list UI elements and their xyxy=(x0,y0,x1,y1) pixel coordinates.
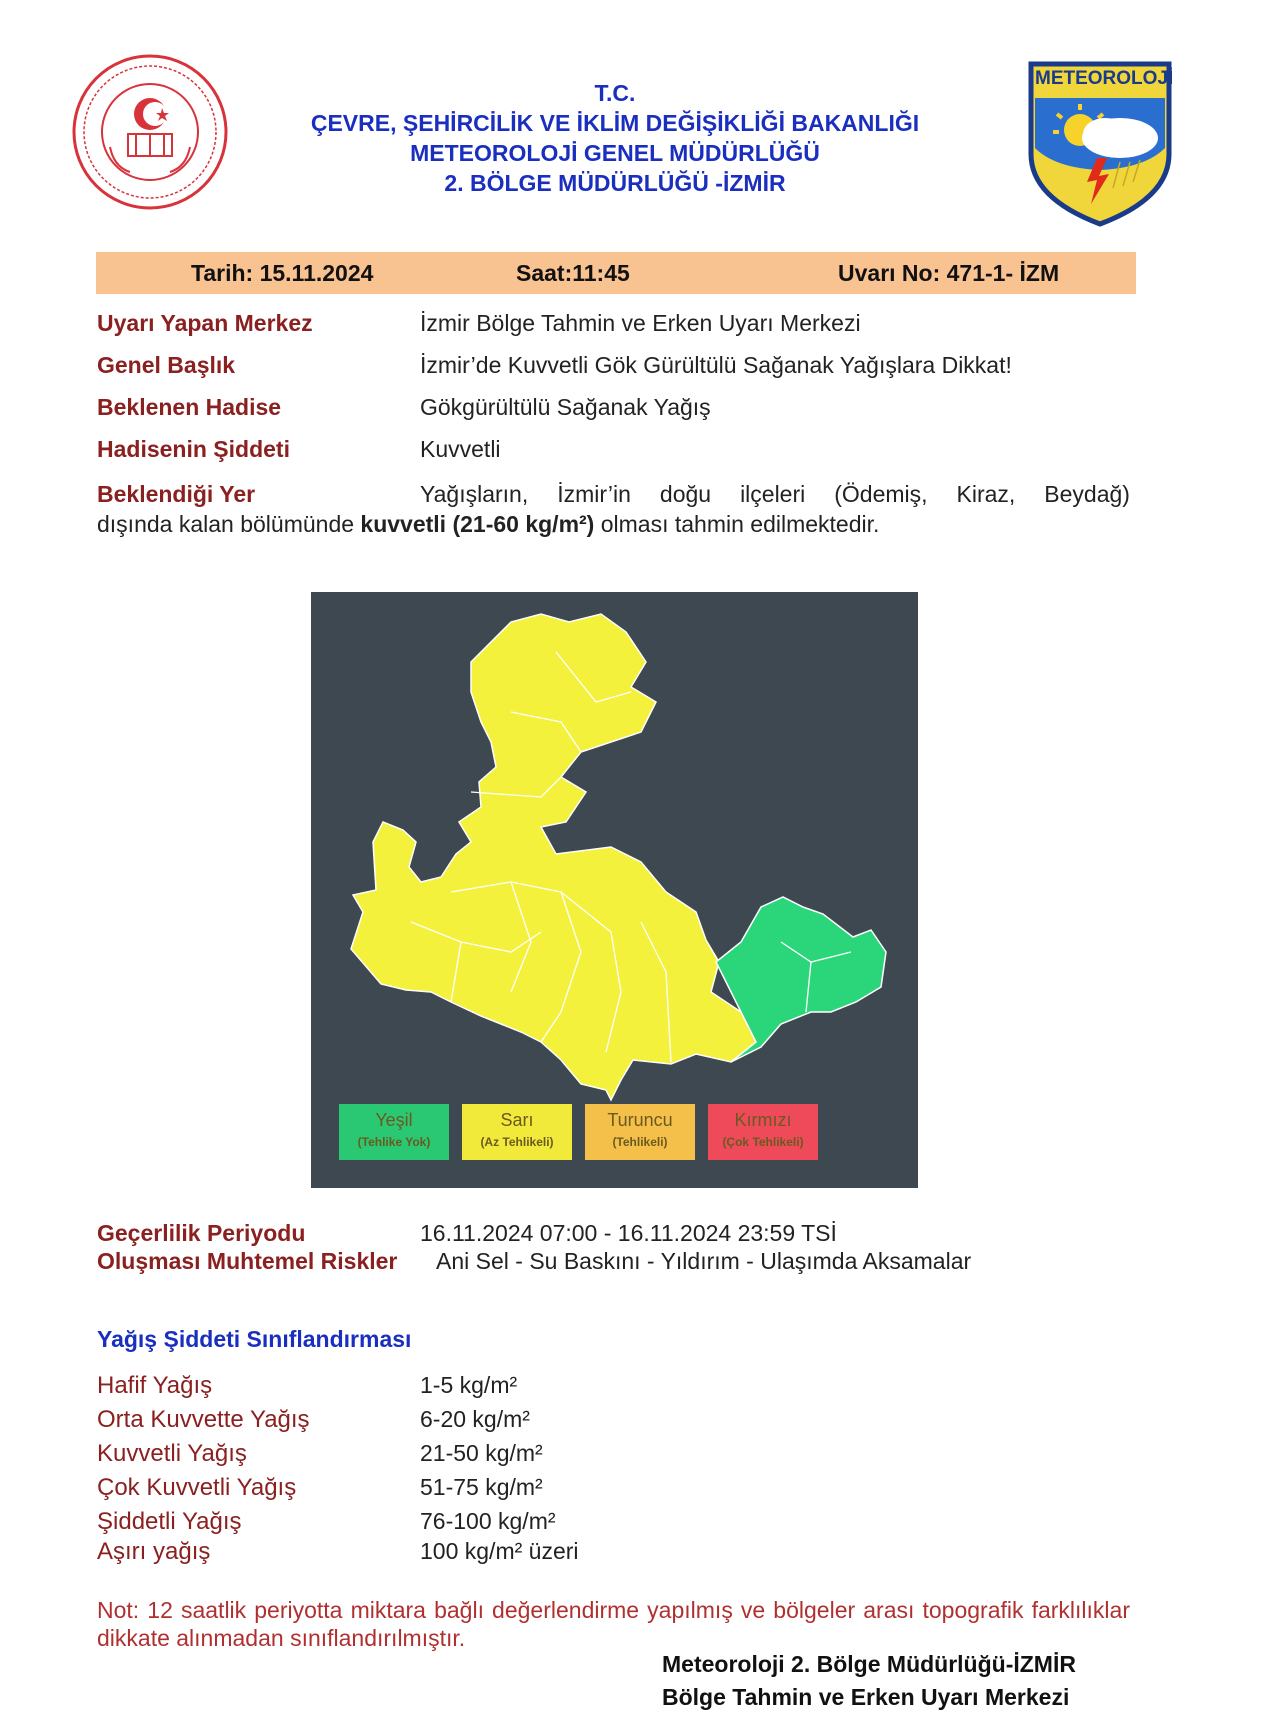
legend-sub: (Tehlikeli) xyxy=(612,1135,668,1149)
severity-value: Kuvvetli xyxy=(420,436,501,462)
izmir-map-svg xyxy=(311,592,918,1188)
class-value-moderate: 6-20 kg/m² xyxy=(420,1406,530,1432)
risks-value: Ani Sel - Su Baskını - Yıldırım - Ulaşımda Aksamalar xyxy=(436,1248,972,1274)
class-value-very-strong: 51-75 kg/m² xyxy=(420,1474,543,1500)
signature-block xyxy=(662,1648,1076,1714)
class-value-light: 1-5 kg/m² xyxy=(420,1372,518,1398)
risks-label: Oluşması Muhtemel Riskler xyxy=(97,1248,398,1274)
location-text-a: dışında kalan bölümünde xyxy=(97,511,361,537)
header-tc: T.C. xyxy=(594,80,636,106)
location-line2 xyxy=(97,509,1130,539)
center-value: İzmir Bölge Tahmin ve Erken Uyarı Merkezi xyxy=(420,310,861,336)
legend-name: Turuncu xyxy=(607,1110,673,1130)
logo-text: METEOROLOJİ xyxy=(1035,68,1174,89)
location-word: (Ödemiş, xyxy=(834,481,928,507)
document-header xyxy=(200,78,1030,198)
severity-label: Hadisenin Şiddeti xyxy=(97,436,290,462)
validity-label: Geçerlilik Periyodu xyxy=(97,1220,306,1246)
warning-date: Tarih: 15.11.2024 xyxy=(191,260,374,286)
location-paragraph xyxy=(97,479,1130,539)
location-word: Yağışların, xyxy=(420,481,529,507)
legend-item xyxy=(708,1104,818,1160)
legend-name: Sarı xyxy=(500,1110,534,1130)
location-word: doğu xyxy=(659,481,712,507)
title-label: Genel Başlık xyxy=(97,352,236,378)
location-text-bold: kuvvetli (21-60 kg/m²) xyxy=(360,511,595,537)
warning-map xyxy=(311,592,918,1188)
legend-item xyxy=(339,1104,449,1160)
class-name-severe: Şiddetli Yağış xyxy=(97,1508,242,1535)
signature-line1: Meteoroloji 2. Bölge Müdürlüğü-İZMİR xyxy=(662,1651,1076,1677)
class-name-moderate: Orta Kuvvette Yağış xyxy=(97,1406,310,1433)
legend-name: Yeşil xyxy=(375,1110,413,1130)
meteoroloji-logo xyxy=(1025,58,1175,228)
location-word: İzmir’in xyxy=(557,481,631,507)
class-value-severe: 76-100 kg/m² xyxy=(420,1508,556,1534)
classification-note: Not: 12 saatlik periyotta miktara bağlı değerlendirme yapılmış ve bölgeler arası topografik farklılıklar dikkate alınmadan sınıflandırılmıştır. xyxy=(97,1597,1130,1651)
location-label: Beklendiği Yer xyxy=(97,481,256,507)
warning-time: Saat:11:45 xyxy=(516,260,630,286)
class-name-light: Hafif Yağış xyxy=(97,1372,213,1399)
header-directorate: METEOROLOJİ GENEL MÜDÜRLÜĞÜ xyxy=(410,140,820,166)
location-line1-words xyxy=(420,479,1130,509)
legend-sub: (Az Tehlikeli) xyxy=(480,1135,554,1149)
header-regional: 2. BÖLGE MÜDÜRLÜĞÜ -İZMİR xyxy=(444,170,786,196)
legend-sub: (Çok Tehlikeli) xyxy=(722,1135,804,1149)
legend-sub: (Tehlike Yok) xyxy=(357,1135,431,1149)
class-value-extreme: 100 kg/m² üzeri xyxy=(420,1538,579,1564)
classification-title: Yağış Şiddeti Sınıflandırması xyxy=(97,1326,412,1352)
title-value: İzmir’de Kuvvetli Gök Gürültülü Sağanak Yağışlara Dikkat! xyxy=(420,352,1012,378)
location-text-b: olması tahmin edilmektedir. xyxy=(594,511,880,537)
class-name-extreme: Aşırı yağış xyxy=(97,1538,211,1565)
location-word: Beydağ) xyxy=(1044,481,1130,507)
validity-value: 16.11.2024 07:00 - 16.11.2024 23:59 TSİ xyxy=(420,1220,837,1246)
warning-info-bar xyxy=(96,252,1136,294)
legend-name: Kırmızı xyxy=(734,1110,792,1130)
event-value: Gökgürültülü Sağanak Yağış xyxy=(420,394,711,420)
header-ministry: ÇEVRE, ŞEHİRCİLİK VE İKLİM DEĞİŞİKLİĞİ BAKANLIĞI xyxy=(310,110,920,136)
warning-number: Uvarı No: 471-1- İZM xyxy=(838,260,1060,286)
class-name-strong: Kuvvetli Yağış xyxy=(97,1440,247,1467)
legend-item xyxy=(585,1104,695,1160)
location-word: ilçeleri xyxy=(740,481,806,507)
event-label: Beklenen Hadise xyxy=(97,394,282,420)
class-value-strong: 21-50 kg/m² xyxy=(420,1440,543,1466)
center-label: Uyarı Yapan Merkez xyxy=(97,310,313,336)
map-legend xyxy=(339,1104,819,1160)
location-word: Kiraz, xyxy=(956,481,1016,507)
class-name-very-strong: Çok Kuvvetli Yağış xyxy=(97,1474,297,1501)
legend-item xyxy=(462,1104,572,1160)
signature-line2: Bölge Tahmin ve Erken Uyarı Merkezi xyxy=(662,1684,1070,1710)
